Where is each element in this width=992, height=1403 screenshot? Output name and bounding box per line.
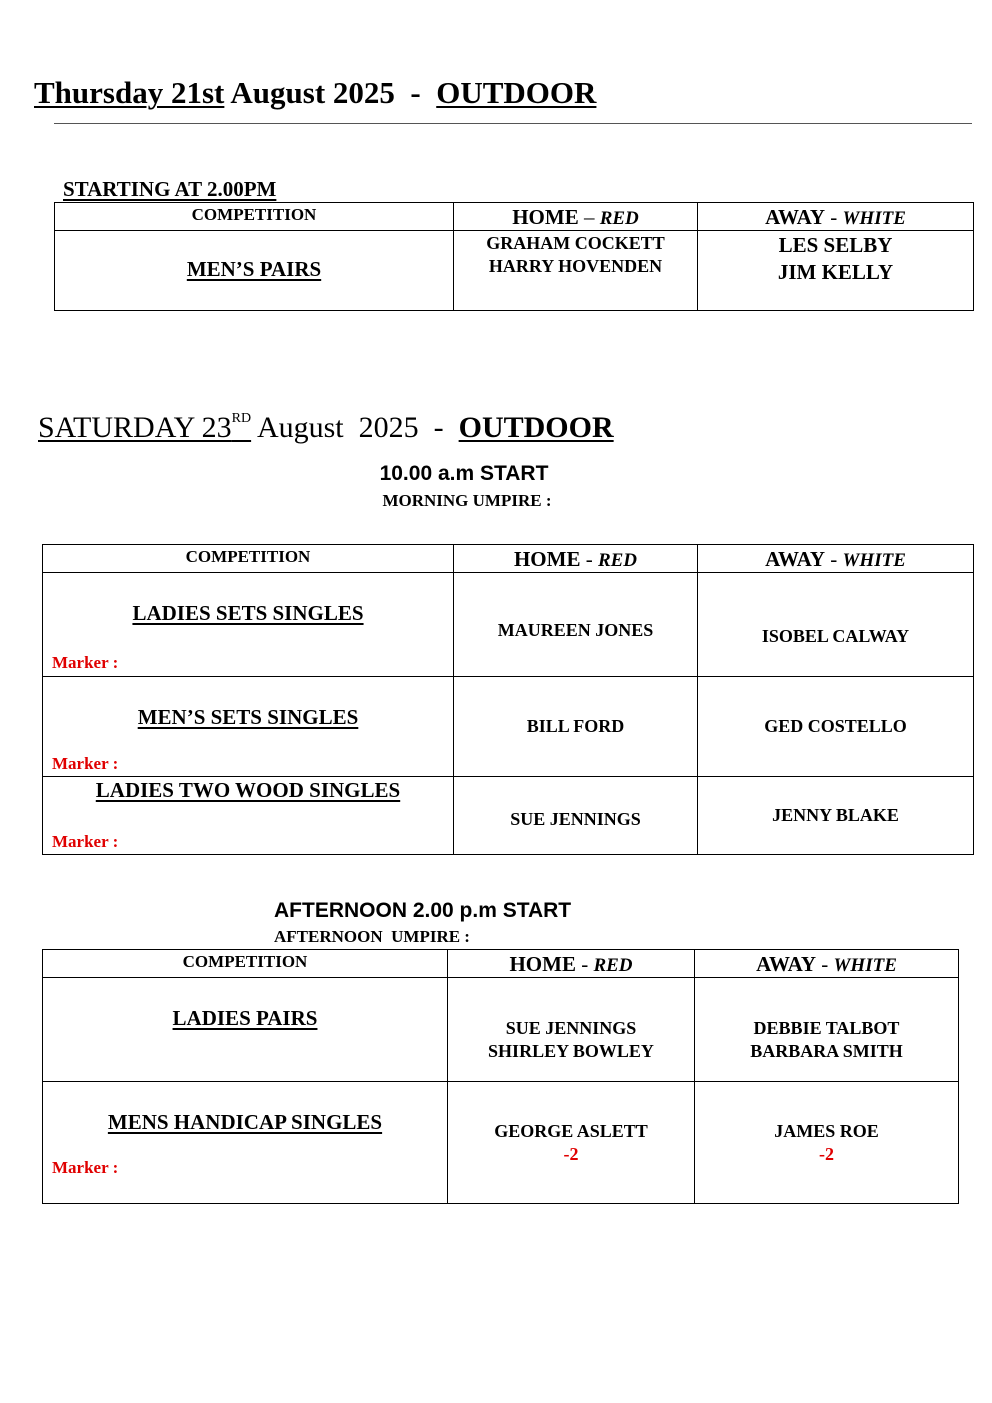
- table-header-row: [55, 203, 974, 231]
- away-cell: [698, 573, 974, 677]
- thursday-heading-rest: August 2025 -: [224, 75, 437, 110]
- home-cell: [454, 677, 698, 777]
- header-competition: [43, 545, 454, 573]
- header-home: [454, 545, 698, 573]
- thursday-fixture-table: [54, 202, 974, 311]
- home-handicap: -2: [563, 1144, 579, 1164]
- header-away: [698, 203, 974, 231]
- table-row: [43, 573, 974, 677]
- table-header-row: [43, 545, 974, 573]
- home-cell: [448, 978, 695, 1082]
- competition-name: LADIES TWO WOOD SINGLES: [95, 778, 401, 802]
- table-row: [43, 677, 974, 777]
- saturday-heading: [38, 411, 614, 445]
- competition-cell: [43, 1082, 448, 1204]
- afternoon-start-time: AFTERNOON 2.00 p.m START: [274, 899, 572, 922]
- table-row: [43, 1082, 959, 1204]
- home-player: SHIRLEY BOWLEY: [488, 1041, 654, 1061]
- header-home-label: HOME - RED: [509, 952, 633, 976]
- home-cell: [448, 1082, 695, 1204]
- away-player: GED COSTELLO: [764, 716, 907, 736]
- competition-name: LADIES SETS SINGLES: [132, 601, 364, 625]
- home-player: SUE JENNINGS: [505, 1018, 637, 1038]
- away-player: JENNY BLAKE: [772, 805, 899, 825]
- home-player: GRAHAM COCKETT: [486, 233, 665, 253]
- away-cell: [698, 677, 974, 777]
- home-cell: [454, 777, 698, 855]
- away-handicap: -2: [819, 1144, 834, 1164]
- home-player: MAUREEN JONES: [497, 620, 654, 640]
- marker-label: Marker :: [52, 832, 119, 851]
- home-cell: [454, 573, 698, 677]
- heading-divider: [54, 123, 972, 124]
- home-player: HARRY HOVENDEN: [488, 256, 663, 276]
- morning-fixture-table: [42, 544, 974, 855]
- header-competition: [55, 203, 454, 231]
- home-player: BILL FORD: [526, 716, 625, 736]
- competition-cell: [43, 573, 454, 677]
- competition-cell: [43, 677, 454, 777]
- header-away: [695, 950, 959, 978]
- header-away: [698, 545, 974, 573]
- thursday-heading-outdoor: OUTDOOR: [436, 75, 597, 110]
- header-competition: [43, 950, 448, 978]
- header-away-label: AWAY - WHITE: [765, 205, 906, 229]
- competition-cell: [43, 777, 454, 855]
- afternoon-umpire-label: AFTERNOON UMPIRE :: [274, 927, 470, 946]
- competition-cell: [43, 978, 448, 1082]
- header-home: [454, 203, 698, 231]
- away-player: JAMES ROE: [774, 1121, 879, 1141]
- competition-name: LADIES PAIRS: [172, 1006, 318, 1030]
- saturday-heading-rest: August 2025 -: [251, 411, 459, 444]
- marker-label: Marker :: [52, 653, 119, 672]
- morning-start-time: 10.00 a.m START: [379, 462, 549, 485]
- home-player: GEORGE ASLETT: [494, 1121, 648, 1141]
- away-player: DEBBIE TALBOT: [753, 1018, 900, 1038]
- competition-name: MENS HANDICAP SINGLES: [107, 1110, 383, 1134]
- away-cell: [698, 777, 974, 855]
- header-home: [448, 950, 695, 978]
- table-row: [43, 777, 974, 855]
- competition-cell: [55, 231, 454, 311]
- header-away-label: AWAY - WHITE: [765, 547, 906, 571]
- home-cell: [454, 231, 698, 311]
- header-home-label: HOME - RED: [513, 547, 638, 571]
- morning-umpire-label: MORNING UMPIRE :: [382, 491, 552, 510]
- away-player: BARBARA SMITH: [750, 1041, 903, 1061]
- away-cell: [698, 231, 974, 311]
- thursday-start-label: STARTING AT 2.00PM: [63, 177, 277, 201]
- header-away-label: AWAY - WHITE: [756, 952, 897, 976]
- competition-name: MEN’S PAIRS: [186, 257, 322, 281]
- away-cell: [695, 1082, 959, 1204]
- table-row: [43, 978, 959, 1082]
- marker-label: Marker :: [52, 754, 119, 773]
- away-player: ISOBEL CALWAY: [761, 626, 910, 646]
- away-player: JIM KELLY: [777, 260, 894, 284]
- afternoon-fixture-table: [42, 949, 959, 1204]
- thursday-heading-day: Thursday 21st: [34, 75, 225, 110]
- header-competition-label: COMPETITION: [185, 547, 311, 566]
- header-home-label: HOME – RED: [512, 205, 639, 229]
- away-cell: [695, 978, 959, 1082]
- table-row: [55, 231, 974, 311]
- table-header-row: [43, 950, 959, 978]
- saturday-heading-day: SATURDAY 23RD: [38, 411, 252, 444]
- away-player: LES SELBY: [778, 233, 893, 257]
- header-competition-label: COMPETITION: [182, 952, 308, 971]
- saturday-heading-outdoor: OUTDOOR: [458, 411, 614, 444]
- header-competition-label: COMPETITION: [191, 205, 317, 224]
- thursday-heading: [34, 75, 596, 111]
- marker-label: Marker :: [52, 1158, 119, 1177]
- competition-name: MEN’S SETS SINGLES: [137, 705, 359, 729]
- home-player: SUE JENNINGS: [510, 809, 641, 829]
